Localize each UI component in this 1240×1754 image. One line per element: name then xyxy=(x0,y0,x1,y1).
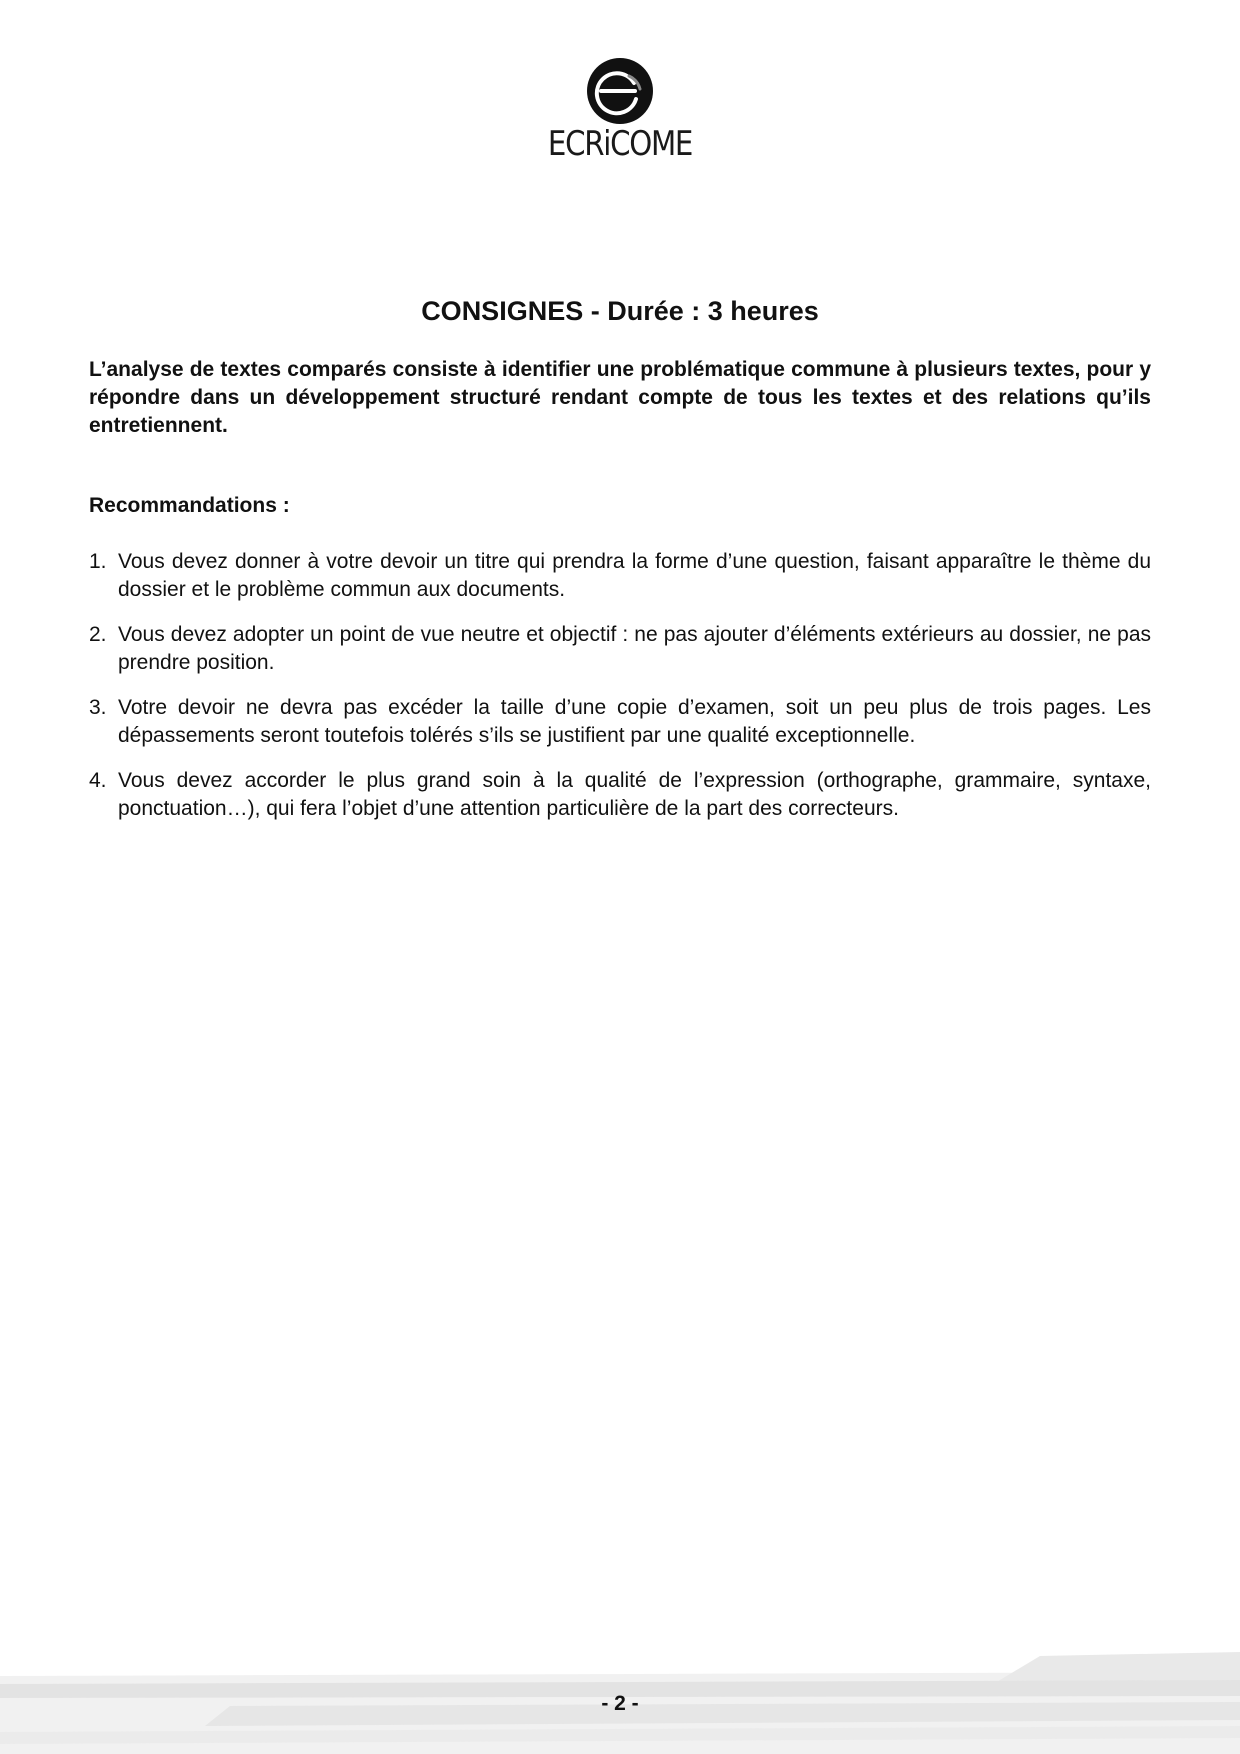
ecricome-logo xyxy=(535,58,705,168)
recommendation-number: 3. xyxy=(89,696,107,719)
recommendations-heading: Recommandations : xyxy=(89,494,290,517)
page-title: CONSIGNES - Durée : 3 heures xyxy=(421,296,819,326)
recommendation-item xyxy=(89,767,1151,823)
recommendation-text: Vous devez accorder le plus grand soin à la qualité de l’expression (orthographe, grammaire, syntaxe, ponctuation…), qui fera l’objet d’une attention particulière de la part des correcteurs. xyxy=(118,769,1151,820)
recommendation-number: 4. xyxy=(89,769,107,792)
recommendation-item xyxy=(89,694,1151,750)
recommendation-text: Vous devez adopter un point de vue neutre et objectif : ne pas ajouter d’éléments extérieurs au dossier, ne pas prendre position. xyxy=(118,623,1151,674)
page-number: - 2 - xyxy=(601,1692,639,1715)
recommendation-item xyxy=(89,548,1151,604)
intro-paragraph: L’analyse de textes comparés consiste à identifier une problématique commune à plusieurs textes, pour y répondre dans un développement structuré rendant compte de tous les textes et des relations qu’ils entretiennent. xyxy=(89,358,1151,437)
recommendations-list xyxy=(89,548,1151,840)
brand-name: ECRiCOME xyxy=(547,124,693,164)
recommendation-text: Vous devez donner à votre devoir un titre qui prendra la forme d’une question, faisant apparaître le thème du dossier et le problème commun aux documents. xyxy=(118,550,1151,601)
recommendation-number: 2. xyxy=(89,623,107,646)
recommendation-item xyxy=(89,621,1151,677)
recommendation-text: Votre devoir ne devra pas excéder la taille d’une copie d’examen, soit un peu plus de trois pages. Les dépassements seront toutefois tolérés s’ils se justifient par une qualité exceptionnelle. xyxy=(118,696,1151,747)
ecricome-e-icon xyxy=(587,58,653,124)
recommendation-number: 1. xyxy=(89,550,107,573)
